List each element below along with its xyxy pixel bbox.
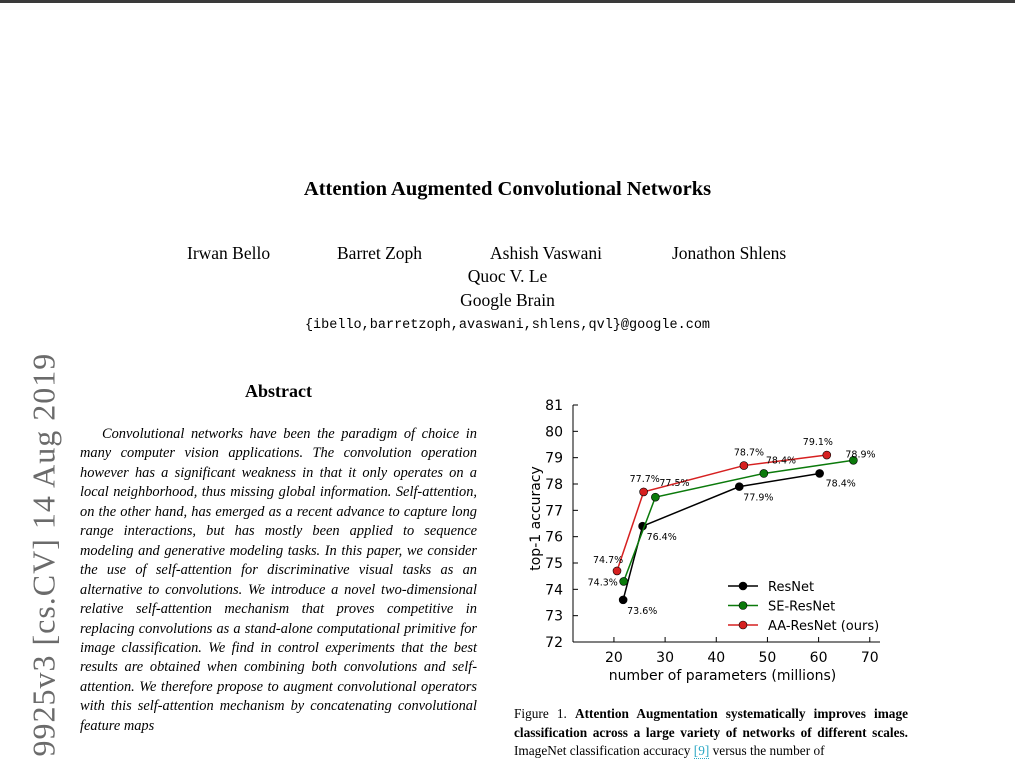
data-point [651, 493, 659, 501]
x-tick-label: 60 [809, 650, 828, 666]
data-label: 78.7% [733, 447, 765, 459]
citation-link[interactable]: [9] [693, 743, 710, 759]
data-label: 79.1% [802, 437, 833, 449]
data-point [760, 469, 768, 477]
x-tick-label: 20 [605, 650, 623, 666]
series-line [617, 455, 827, 571]
y-axis-label: top-1 accuracy [528, 466, 544, 571]
data-point [619, 596, 627, 604]
data-label: 78.4% [765, 455, 797, 467]
data-label: 78.9% [845, 449, 876, 461]
figure-caption-text: ImageNet classification accuracy [514, 743, 691, 759]
y-tick-label: 78 [545, 477, 563, 493]
author-name: Jonathon Shlens [672, 243, 787, 263]
data-label: 76.4% [646, 532, 677, 544]
data-label: 77.9% [743, 492, 774, 504]
arxiv-identifier: 9925v3 [cs.CV] 14 Aug 2019 [25, 352, 62, 757]
y-tick-label: 72 [545, 635, 563, 651]
data-point [613, 567, 621, 575]
abstract-heading: Abstract [245, 381, 312, 401]
legend-label: SE-ResNet [768, 599, 836, 615]
data-label: 74.3% [587, 577, 618, 589]
data-point [816, 469, 824, 477]
data-point [740, 462, 748, 470]
x-tick-label: 70 [860, 650, 879, 666]
author-name: Quoc V. Le [467, 266, 548, 286]
y-tick-label: 79 [545, 450, 563, 467]
y-tick-label: 77 [545, 503, 563, 520]
figure-caption-bold: Attention Augmentation systematically improves image classification across a large variety of networks of different scales. [514, 706, 908, 740]
paper-title: Attention Augmented Convolutional Networks [303, 178, 712, 200]
x-tick-label: 50 [758, 650, 777, 666]
legend-label: AA-ResNet (ours) [768, 619, 880, 634]
data-point [640, 488, 648, 496]
author-name: Barret Zoph [337, 243, 423, 263]
legend-marker [739, 602, 747, 610]
figure-caption-text: versus the number of [712, 743, 825, 759]
y-tick-label: 73 [545, 608, 563, 625]
y-tick-label: 81 [545, 398, 563, 414]
figure-label: Figure 1. [514, 706, 567, 721]
accuracy-chart [510, 385, 890, 685]
author-emails: {ibello,barretzoph,avaswani,shlens,qvl}@google.com [304, 318, 711, 333]
data-point [735, 483, 743, 491]
author-name: Ashish Vaswani [490, 243, 602, 263]
chart-legend [728, 580, 879, 634]
x-tick-label: 30 [656, 650, 675, 666]
data-point [620, 577, 628, 585]
data-label: 77.7% [629, 473, 660, 485]
affiliation: Google Brain [460, 290, 555, 310]
data-label: 73.6% [627, 605, 658, 617]
figure-caption [514, 705, 908, 761]
legend-marker [739, 621, 747, 629]
data-label: 77.5% [659, 478, 690, 490]
data-point [823, 451, 831, 459]
legend-label: ResNet [768, 580, 815, 595]
top-border [0, 0, 1015, 3]
data-label: 78.4% [825, 478, 856, 490]
y-tick-label: 75 [545, 556, 563, 572]
abstract-text: Convolutional networks have been the paradigm of choice in many computer vision applications. The convolution operation however has a significant weakness in that it only operates on a local neighborhood, thus missing global information. Self-attention, on the other hand, has emerged as a recent advance to capture long range interactions, but has mostly been applied to sequence modeling and generative modeling tasks. In this paper, we consider the use of self-attention for discriminative visual tasks as an alternative to convolutions. We introduce a novel two-dimensional relative self-attention mechanism that proves competitive in replacing convolutions as a stand-alone computational primitive for image classification. We find in control experiments that the best results are obtained when combining both convolutions and self-attention. We therefore propose to augment convolutional operators with this self-attention mechanism by concatenating convolutional feature maps [80, 426, 477, 734]
data-label: 74.7% [593, 554, 624, 566]
author-name: Irwan Bello [187, 243, 271, 263]
x-axis-label: number of parameters (millions) [608, 668, 837, 684]
legend-marker [739, 582, 747, 590]
y-tick-label: 80 [545, 424, 563, 441]
y-tick-label: 74 [545, 582, 563, 599]
y-tick-label: 76 [545, 529, 563, 546]
x-tick-label: 40 [707, 650, 726, 666]
